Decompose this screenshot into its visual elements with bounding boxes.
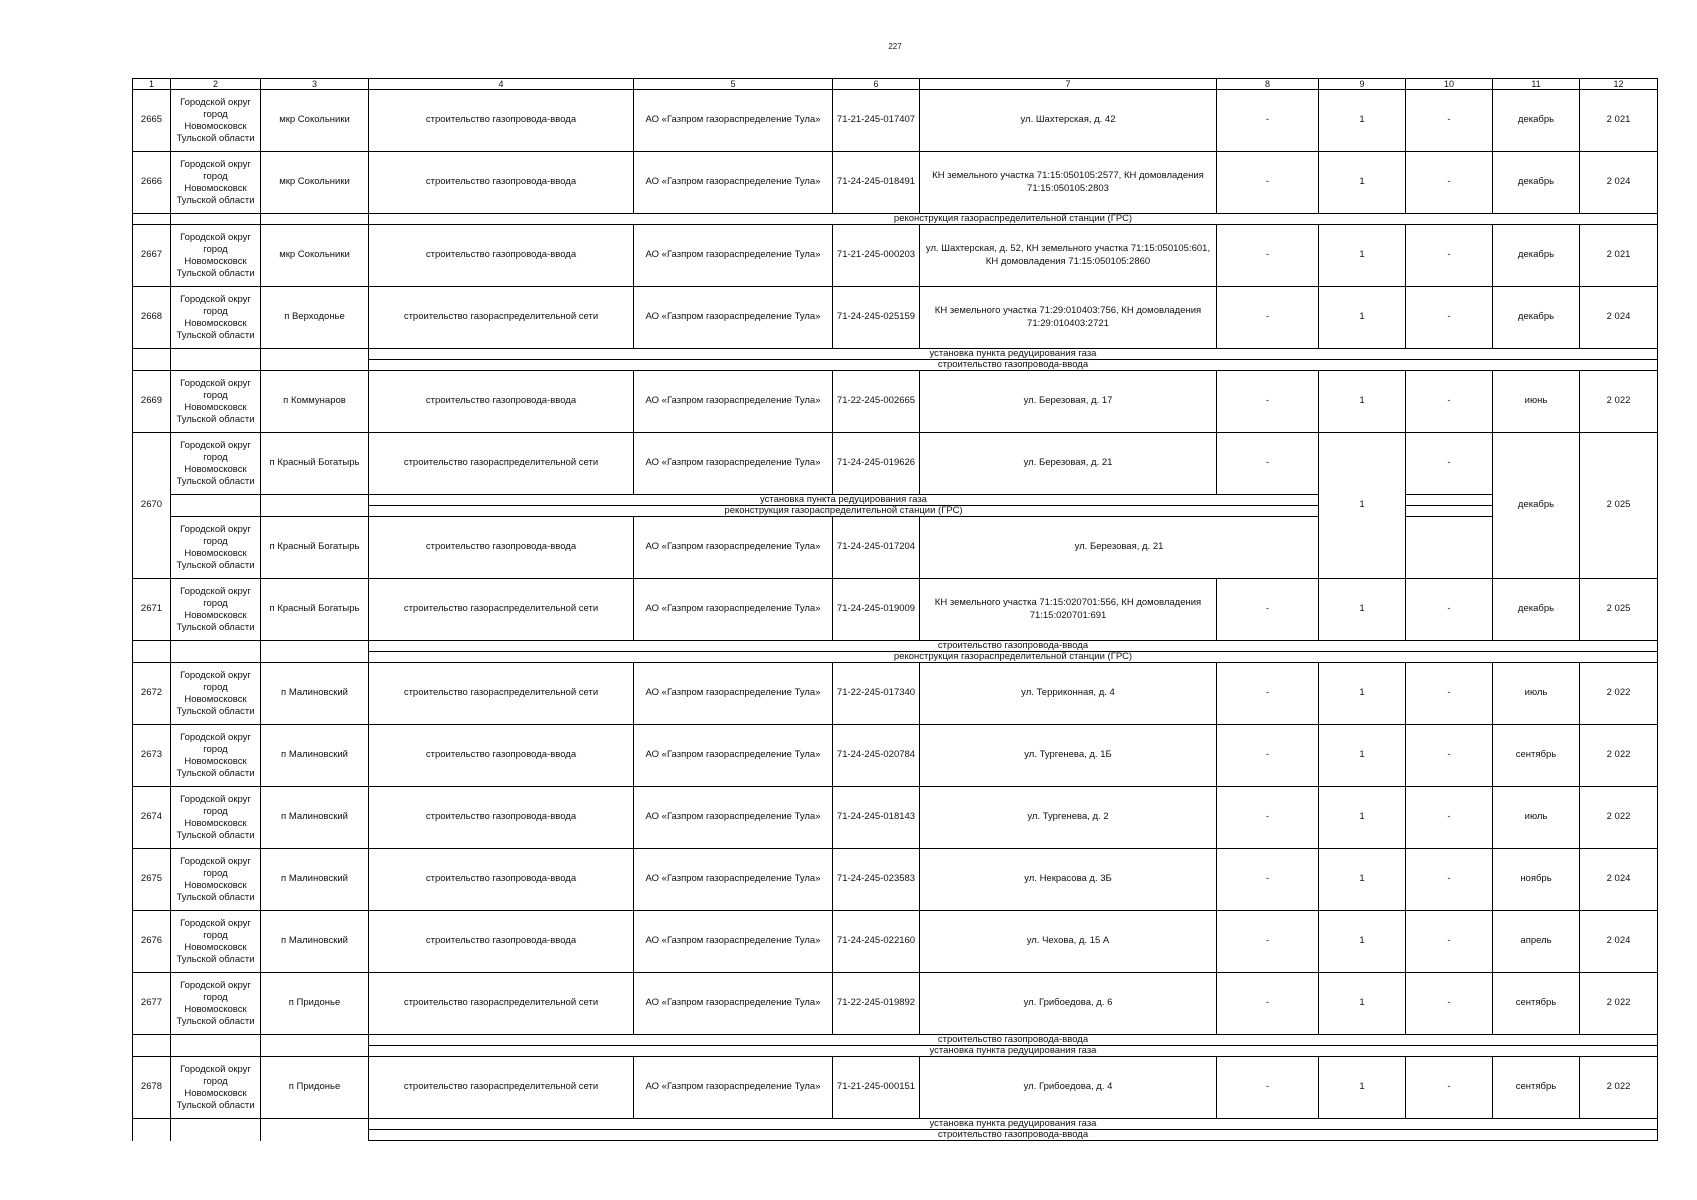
column-header: 8 [1217,79,1319,90]
row-number: 2671 [133,579,171,641]
sub-work-cell: реконструкция газораспределительной станции (ГРС) [369,652,1658,663]
column-8-cell: - [1217,849,1319,911]
column-8-cell: - [1217,911,1319,973]
column-10-cell: - [1406,433,1493,495]
month-cell: ноябрь [1493,849,1580,911]
row-number: 2670 [133,433,171,579]
application-code-cell: 71-24-245-019626 [833,433,920,495]
column-8-cell: - [1217,1057,1319,1119]
work-type-cell: строительство газопровода-ввода [369,225,634,287]
column-9-cell: 1 [1319,849,1406,911]
column-8-cell: - [1217,225,1319,287]
column-header: 10 [1406,79,1493,90]
row-number: 2672 [133,663,171,725]
empty-cell [133,349,171,360]
empty-cell [171,652,261,663]
column-9-cell: 1 [1319,90,1406,152]
month-cell: сентябрь [1493,973,1580,1035]
locality-cell: п Малиновский [261,911,369,973]
address-cell: ул. Шахтерская, д. 52, КН земельного участка 71:15:050105:601, КН домовладения 71:15:050105:2860 [920,225,1217,287]
empty-cell [261,1046,369,1057]
sub-row [133,495,1658,506]
municipality-cell: Городской округ город Новомосковск Тульской области [171,579,261,641]
sub-row [133,214,1658,225]
empty-cell [133,214,171,225]
empty-cell [133,1130,171,1141]
address-cell: КН земельного участка 71:15:020701:556, КН домовладения 71:15:020701:691 [920,579,1217,641]
table-row [133,973,1658,1035]
empty-cell [171,506,261,517]
column-header: 7 [920,79,1217,90]
sub-work-cell: реконструкция газораспределительной станции (ГРС) [369,506,1319,517]
table-row [133,225,1658,287]
column-10-cell: - [1406,973,1493,1035]
empty-cell [171,495,261,506]
empty-cell [133,652,171,663]
column-header: 6 [833,79,920,90]
column-10-cell: - [1406,287,1493,349]
column-header: 12 [1580,79,1658,90]
municipality-cell: Городской округ город Новомосковск Тульской области [171,517,261,579]
table-row [133,152,1658,214]
locality-cell: п Коммунаров [261,371,369,433]
empty-cell [133,1046,171,1057]
sub-row [133,1119,1658,1130]
application-code-cell: 71-24-245-017204 [833,517,920,579]
sub-row [133,360,1658,371]
month-cell: апрель [1493,911,1580,973]
application-code-cell: 71-24-245-018143 [833,787,920,849]
work-type-cell: строительство газопровода-ввода [369,787,634,849]
header-row [133,79,1658,90]
application-code-cell: 71-22-245-002665 [833,371,920,433]
year-cell: 2 022 [1580,725,1658,787]
empty-cell [171,1130,261,1141]
empty-cell [261,1119,369,1130]
work-type-cell: строительство газораспределительной сети [369,973,634,1035]
organization-cell: АО «Газпром газораспределение Тула» [634,725,833,787]
organization-cell: АО «Газпром газораспределение Тула» [634,517,833,579]
application-code-cell: 71-24-245-019009 [833,579,920,641]
month-cell: декабрь [1493,152,1580,214]
empty-cell [261,495,369,506]
empty-cell [171,1046,261,1057]
column-header: 1 [133,79,171,90]
address-cell: ул. Березовая, д. 21 [920,433,1217,495]
column-8-cell: - [1217,287,1319,349]
column-10-cell: - [1406,911,1493,973]
column-10-cell: - [1406,90,1493,152]
column-8-cell: - [1217,152,1319,214]
table-row [133,579,1658,641]
organization-cell: АО «Газпром газораспределение Тула» [634,152,833,214]
column-9-cell: 1 [1319,371,1406,433]
application-code-cell: 71-24-245-022160 [833,911,920,973]
address-cell: ул. Чехова, д. 15 А [920,911,1217,973]
organization-cell: АО «Газпром газораспределение Тула» [634,973,833,1035]
municipality-cell: Городской округ город Новомосковск Тульской области [171,663,261,725]
empty-cell [261,652,369,663]
locality-cell: п Красный Богатырь [261,579,369,641]
locality-cell: п Малиновский [261,787,369,849]
row-number: 2678 [133,1057,171,1119]
application-code-cell: 71-24-245-023583 [833,849,920,911]
month-cell: декабрь [1493,287,1580,349]
organization-cell: АО «Газпром газораспределение Тула» [634,663,833,725]
empty-cell [261,349,369,360]
row-number: 2676 [133,911,171,973]
column-10-cell: - [1406,787,1493,849]
empty-cell [171,214,261,225]
empty-cell [1406,506,1493,517]
column-9-cell: 1 [1319,663,1406,725]
address-cell: ул. Березовая, д. 17 [920,371,1217,433]
organization-cell: АО «Газпром газораспределение Тула» [634,287,833,349]
column-8-cell: - [1217,787,1319,849]
locality-cell: п Придонье [261,973,369,1035]
empty-cell [261,506,369,517]
column-8-cell: - [1217,725,1319,787]
empty-cell [171,1035,261,1046]
locality-cell: п Верходонье [261,287,369,349]
municipality-cell: Городской округ город Новомосковск Тульской области [171,973,261,1035]
municipality-cell: Городской округ город Новомосковск Тульской области [171,225,261,287]
organization-cell: АО «Газпром газораспределение Тула» [634,787,833,849]
data-table [132,78,1658,1141]
page-number: 227 [888,42,902,51]
column-10-cell: - [1406,152,1493,214]
organization-cell: АО «Газпром газораспределение Тула» [634,433,833,495]
locality-cell: п Малиновский [261,663,369,725]
year-cell: 2 021 [1580,90,1658,152]
organization-cell: АО «Газпром газораспределение Тула» [634,225,833,287]
organization-cell: АО «Газпром газораспределение Тула» [634,1057,833,1119]
column-header: 5 [634,79,833,90]
organization-cell: АО «Газпром газораспределение Тула» [634,849,833,911]
column-10-cell: - [1406,225,1493,287]
month-cell: сентябрь [1493,1057,1580,1119]
column-header: 3 [261,79,369,90]
sub-work-cell: установка пункта редуцирования газа [369,349,1658,360]
table-row [133,663,1658,725]
row-number: 2675 [133,849,171,911]
organization-cell: АО «Газпром газораспределение Тула» [634,911,833,973]
work-type-cell: строительство газопровода-ввода [369,725,634,787]
table-row [133,371,1658,433]
year-cell: 2 022 [1580,973,1658,1035]
application-code-cell: 71-24-245-025159 [833,287,920,349]
column-header: 9 [1319,79,1406,90]
row-number: 2674 [133,787,171,849]
application-code-cell: 71-21-245-017407 [833,90,920,152]
sub-row [133,1130,1658,1141]
organization-cell: АО «Газпром газораспределение Тула» [634,90,833,152]
table-row [133,90,1658,152]
municipality-cell: Городской округ город Новомосковск Тульской области [171,725,261,787]
month-cell: июль [1493,787,1580,849]
empty-cell [261,1130,369,1141]
column-9-cell: 1 [1319,433,1406,579]
address-cell: ул. Грибоедова, д. 4 [920,1057,1217,1119]
table-row [133,433,1658,495]
application-code-cell: 71-21-245-000151 [833,1057,920,1119]
row-number: 2667 [133,225,171,287]
column-9-cell: 1 [1319,1057,1406,1119]
year-cell: 2 021 [1580,225,1658,287]
sub-work-cell: строительство газопровода-ввода [369,1130,1658,1141]
month-cell: декабрь [1493,433,1580,579]
row-number: 2673 [133,725,171,787]
year-cell: 2 024 [1580,287,1658,349]
empty-cell [1406,495,1493,506]
column-10-cell: - [1406,371,1493,433]
column-header: 4 [369,79,634,90]
empty-cell [261,1035,369,1046]
work-type-cell: строительство газопровода-ввода [369,517,634,579]
table-row [133,1057,1658,1119]
column-10-cell: - [1406,663,1493,725]
application-code-cell: 71-21-245-000203 [833,225,920,287]
municipality-cell: Городской округ город Новомосковск Тульской области [171,787,261,849]
municipality-cell: Городской округ город Новомосковск Тульской области [171,287,261,349]
municipality-cell: Городской округ город Новомосковск Тульской области [171,152,261,214]
municipality-cell: Городской округ город Новомосковск Тульской области [171,371,261,433]
application-code-cell: 71-24-245-018491 [833,152,920,214]
address-cell: КН земельного участка 71:15:050105:2577, КН домовладения 71:15:050105:2803 [920,152,1217,214]
address-cell: ул. Шахтерская, д. 42 [920,90,1217,152]
column-10-cell: - [1406,849,1493,911]
application-code-cell: 71-24-245-020784 [833,725,920,787]
year-cell: 2 024 [1580,849,1658,911]
year-cell: 2 022 [1580,371,1658,433]
sub-row [133,506,1658,517]
column-header: 11 [1493,79,1580,90]
column-9-cell: 1 [1319,911,1406,973]
work-type-cell: строительство газораспределительной сети [369,287,634,349]
column-10-cell: - [1406,579,1493,641]
empty-cell [171,1119,261,1130]
sub-work-cell: строительство газопровода-ввода [369,360,1658,371]
column-10-cell: - [1406,1057,1493,1119]
column-header: 2 [171,79,261,90]
address-cell: ул. Березовая, д. 21 [920,517,1319,579]
row-number: 2665 [133,90,171,152]
column-9-cell: 1 [1319,725,1406,787]
locality-cell: п Красный Богатырь [261,433,369,495]
month-cell: сентябрь [1493,725,1580,787]
empty-cell [133,1119,171,1130]
sub-work-cell: установка пункта редуцирования газа [369,495,1319,506]
sub-work-cell: установка пункта редуцирования газа [369,1046,1658,1057]
address-cell: ул. Грибоедова, д. 6 [920,973,1217,1035]
municipality-cell: Городской округ город Новомосковск Тульской области [171,1057,261,1119]
month-cell: декабрь [1493,90,1580,152]
application-code-cell: 71-22-245-019892 [833,973,920,1035]
column-9-cell: 1 [1319,973,1406,1035]
table-row [133,725,1658,787]
year-cell: 2 022 [1580,1057,1658,1119]
work-type-cell: строительство газораспределительной сети [369,433,634,495]
column-10-cell: - [1406,725,1493,787]
work-type-cell: строительство газопровода-ввода [369,849,634,911]
column-8-cell: - [1217,663,1319,725]
sub-work-cell: строительство газопровода-ввода [369,641,1658,652]
empty-cell [261,214,369,225]
month-cell: июль [1493,663,1580,725]
empty-cell [133,641,171,652]
row-number: 2668 [133,287,171,349]
locality-cell: п Красный Богатырь [261,517,369,579]
application-code-cell: 71-22-245-017340 [833,663,920,725]
address-cell: ул. Некрасова д. 3Б [920,849,1217,911]
table-row [133,849,1658,911]
row-number: 2669 [133,371,171,433]
empty-cell [261,641,369,652]
column-9-cell: 1 [1319,787,1406,849]
municipality-cell: Городской округ город Новомосковск Тульской области [171,849,261,911]
column-9-cell: 1 [1319,152,1406,214]
address-cell: ул. Тургенева, д. 2 [920,787,1217,849]
year-cell: 2 025 [1580,433,1658,579]
municipality-cell: Городской округ город Новомосковск Тульской области [171,433,261,495]
empty-cell [261,360,369,371]
empty-cell [133,1035,171,1046]
empty-cell [171,349,261,360]
work-type-cell: строительство газораспределительной сети [369,579,634,641]
sub-work-cell: реконструкция газораспределительной станции (ГРС) [369,214,1658,225]
month-cell: июнь [1493,371,1580,433]
column-8-cell: - [1217,90,1319,152]
work-type-cell: строительство газораспределительной сети [369,663,634,725]
locality-cell: мкр Сокольники [261,90,369,152]
table-row [133,911,1658,973]
locality-cell: мкр Сокольники [261,225,369,287]
address-cell: КН земельного участка 71:29:010403:756, КН домовладения 71:29:010403:2721 [920,287,1217,349]
sub-row [133,1035,1658,1046]
table-row [133,517,1658,579]
empty-cell [171,641,261,652]
organization-cell: АО «Газпром газораспределение Тула» [634,371,833,433]
empty-cell [171,360,261,371]
address-cell: ул. Терриконная, д. 4 [920,663,1217,725]
sub-row [133,641,1658,652]
column-8-cell: - [1217,433,1319,495]
row-number: 2677 [133,973,171,1035]
empty-cell [1406,517,1493,579]
work-type-cell: строительство газопровода-ввода [369,371,634,433]
column-9-cell: 1 [1319,287,1406,349]
sub-work-cell: строительство газопровода-ввода [369,1035,1658,1046]
table-row [133,287,1658,349]
locality-cell: п Придонье [261,1057,369,1119]
municipality-cell: Городской округ город Новомосковск Тульской области [171,90,261,152]
sub-row [133,652,1658,663]
column-8-cell: - [1217,579,1319,641]
work-type-cell: строительство газораспределительной сети [369,1057,634,1119]
locality-cell: п Малиновский [261,725,369,787]
month-cell: декабрь [1493,579,1580,641]
column-8-cell: - [1217,973,1319,1035]
work-type-cell: строительство газопровода-ввода [369,911,634,973]
empty-cell [133,360,171,371]
year-cell: 2 024 [1580,911,1658,973]
year-cell: 2 025 [1580,579,1658,641]
municipality-cell: Городской округ город Новомосковск Тульской области [171,911,261,973]
year-cell: 2 022 [1580,663,1658,725]
work-type-cell: строительство газопровода-ввода [369,152,634,214]
table-row [133,787,1658,849]
work-type-cell: строительство газопровода-ввода [369,90,634,152]
locality-cell: мкр Сокольники [261,152,369,214]
locality-cell: п Малиновский [261,849,369,911]
sub-row [133,1046,1658,1057]
sub-row [133,349,1658,360]
row-number: 2666 [133,152,171,214]
column-8-cell: - [1217,371,1319,433]
table-body [133,79,1658,1141]
month-cell: декабрь [1493,225,1580,287]
sub-work-cell: установка пункта редуцирования газа [369,1119,1658,1130]
organization-cell: АО «Газпром газораспределение Тула» [634,579,833,641]
year-cell: 2 022 [1580,787,1658,849]
column-9-cell: 1 [1319,225,1406,287]
year-cell: 2 024 [1580,152,1658,214]
address-cell: ул. Тургенева, д. 1Б [920,725,1217,787]
column-9-cell: 1 [1319,579,1406,641]
